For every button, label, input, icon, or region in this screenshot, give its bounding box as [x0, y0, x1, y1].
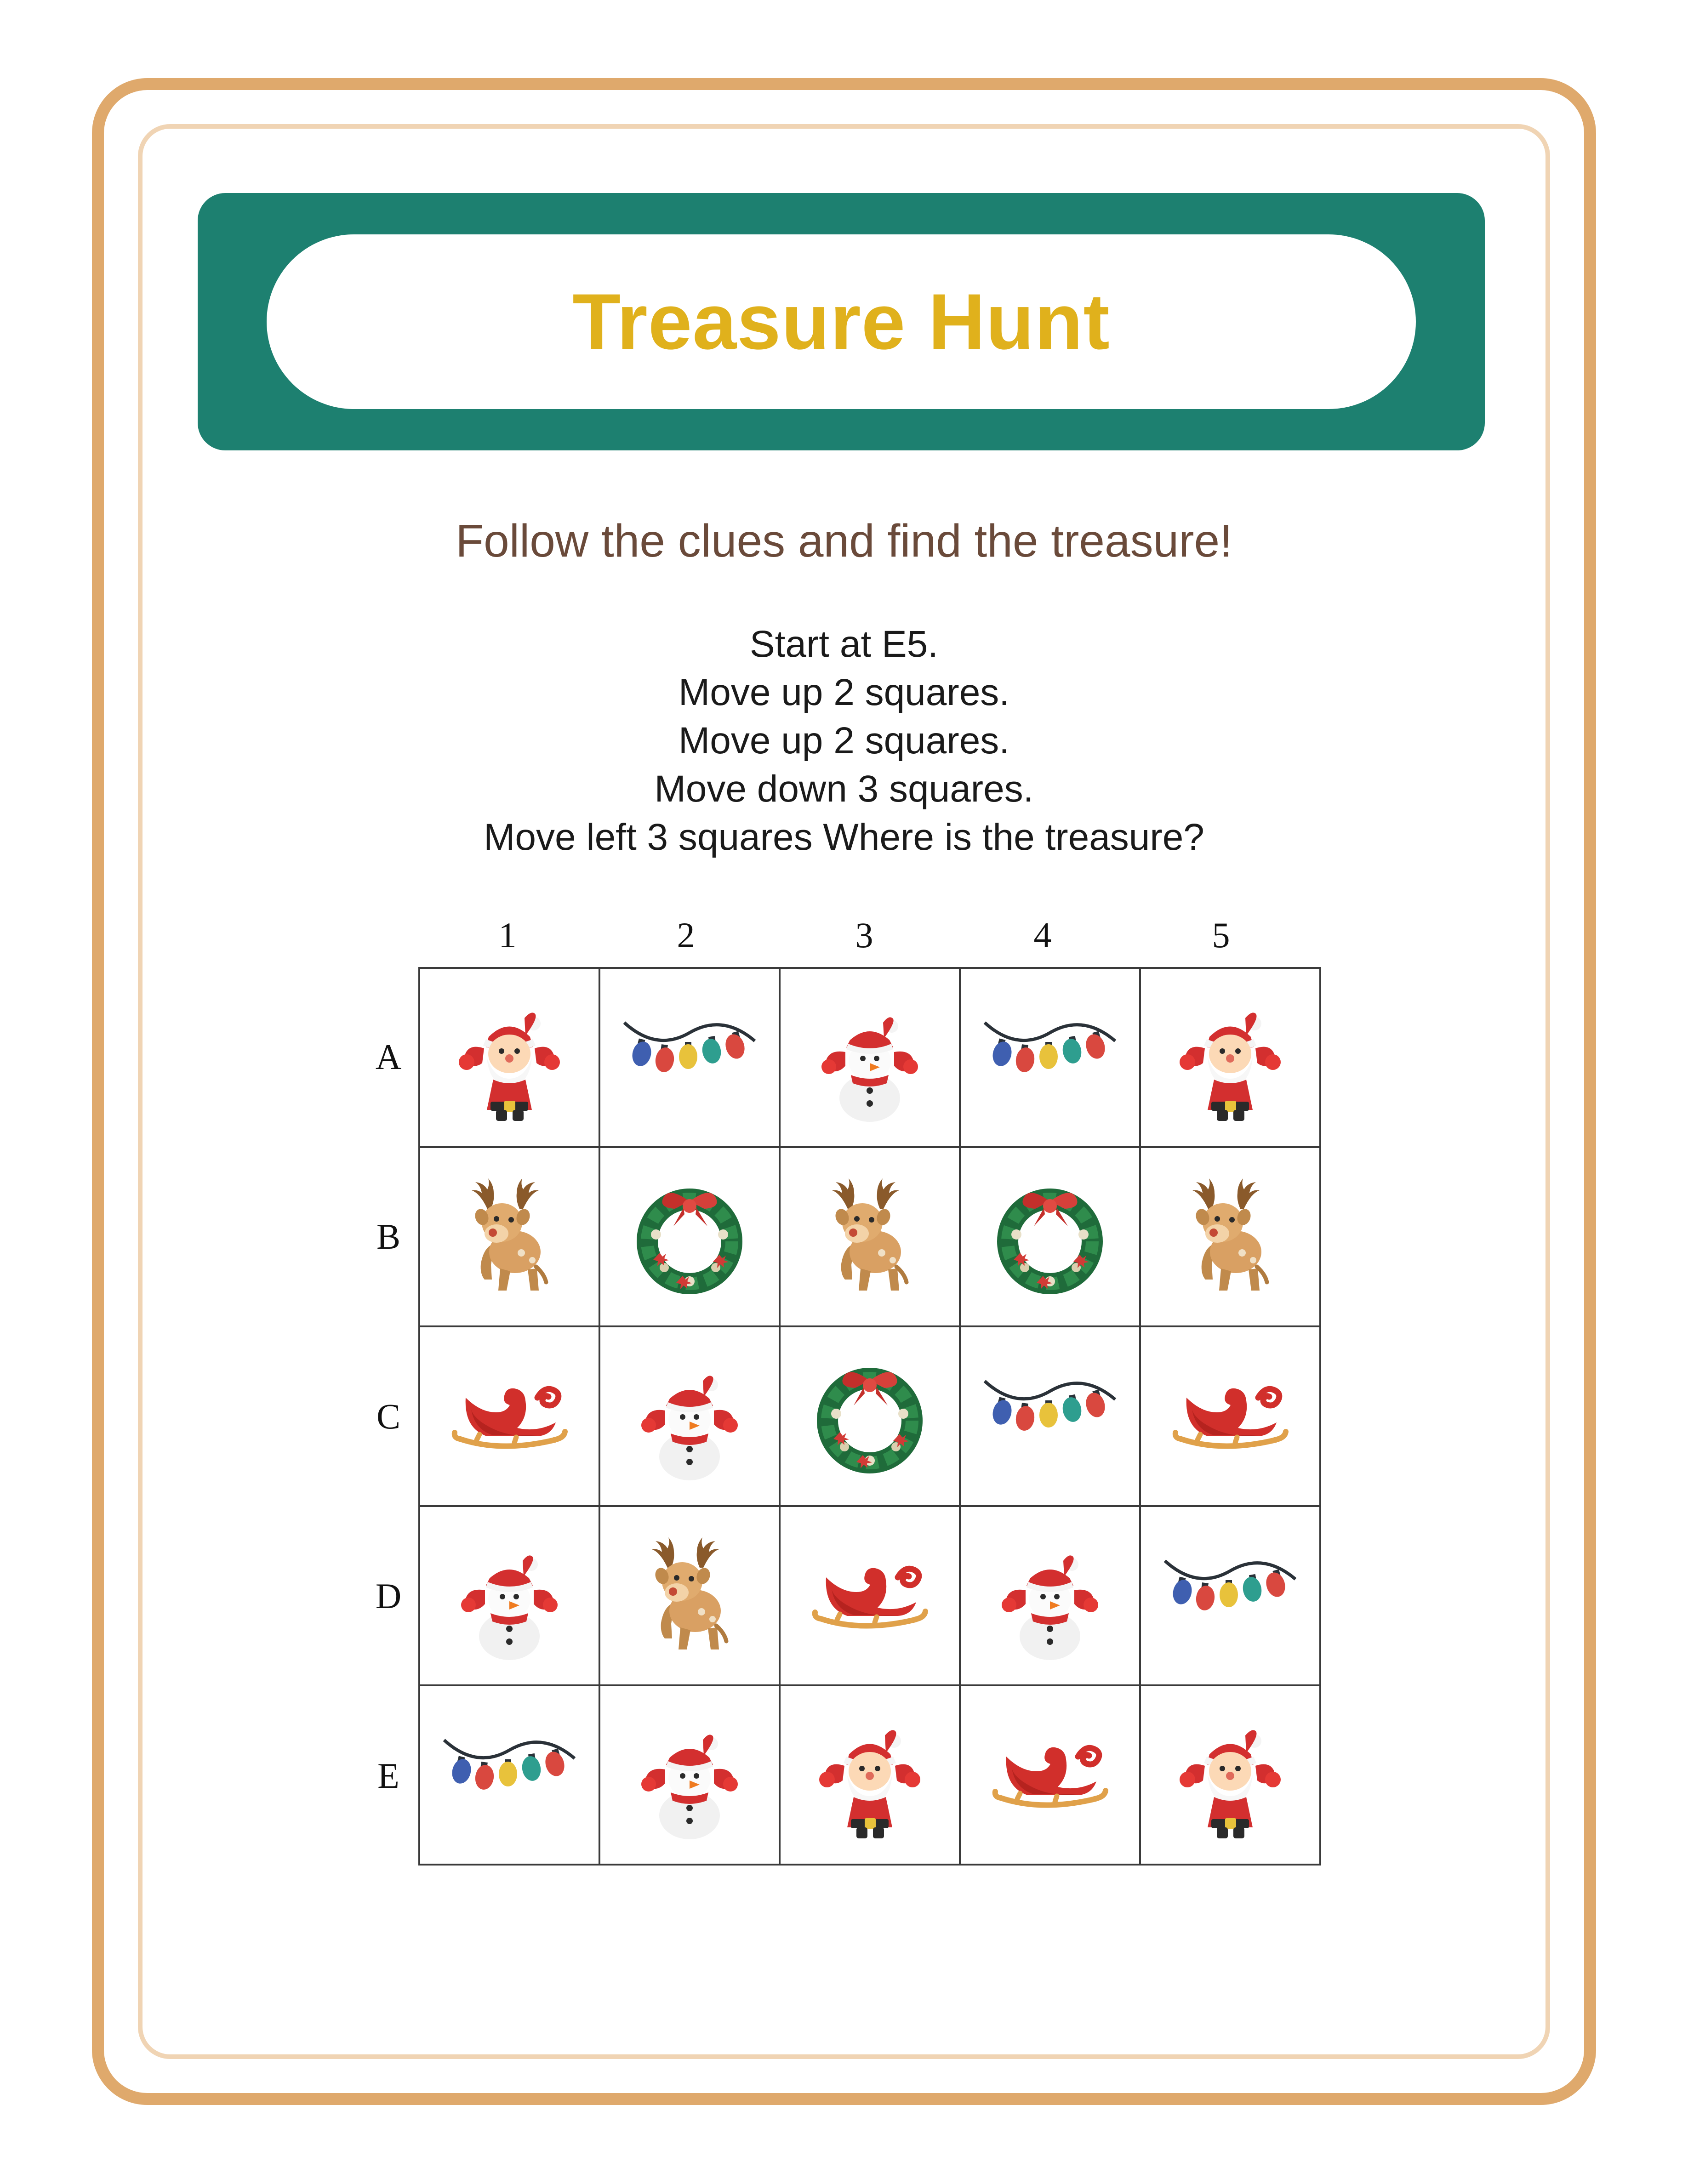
subtitle: Follow the clues and find the treasure!	[456, 515, 1232, 567]
grid-cell-D4[interactable]	[960, 1506, 1140, 1685]
reindeer-icon	[600, 1507, 779, 1684]
grid-cell-C2[interactable]	[599, 1326, 780, 1506]
lights-icon	[1141, 1507, 1319, 1684]
row-header: E	[377, 1755, 399, 1796]
table-row	[419, 1147, 1320, 1326]
grid-cell-D2[interactable]	[599, 1506, 780, 1685]
row-header: D	[375, 1575, 402, 1616]
column-header: 2	[677, 915, 695, 955]
row-header: A	[375, 1036, 402, 1077]
grid-cell-D1[interactable]	[419, 1506, 599, 1685]
reindeer-icon	[420, 1149, 599, 1325]
grid-cell-B4[interactable]	[960, 1147, 1140, 1326]
grid-cell-D5[interactable]	[1140, 1506, 1320, 1685]
grid-cell-E5[interactable]	[1140, 1685, 1320, 1865]
sleigh-icon	[420, 1328, 599, 1504]
column-header: 4	[1033, 915, 1052, 955]
table-row	[419, 1506, 1320, 1685]
column-header: 1	[498, 915, 517, 955]
reindeer-icon	[1141, 1149, 1319, 1325]
column-header: 5	[1212, 915, 1230, 955]
clue-item: Start at E5.	[749, 623, 939, 665]
grid-cell-A2[interactable]	[599, 968, 780, 1147]
snowman-icon	[420, 1507, 599, 1684]
clue-item: Move down 3 squares.	[654, 768, 1034, 810]
grid-cell-A1[interactable]	[419, 968, 599, 1147]
table-row	[419, 1326, 1320, 1506]
wreath-icon	[781, 1328, 959, 1504]
grid-cell-E3[interactable]	[780, 1685, 960, 1865]
column-header: 3	[855, 915, 873, 955]
grid-cell-C5[interactable]	[1140, 1326, 1320, 1506]
page-title: Treasure Hunt	[572, 278, 1110, 366]
grid-cell-E2[interactable]	[599, 1685, 780, 1865]
grid-cell-B5[interactable]	[1140, 1147, 1320, 1326]
title-banner	[198, 193, 1485, 450]
grid-table	[418, 967, 1321, 1866]
lights-icon	[961, 970, 1139, 1146]
grid-cell-E1[interactable]	[419, 1685, 599, 1865]
wreath-icon	[961, 1149, 1139, 1325]
grid-cell-B2[interactable]	[599, 1147, 780, 1326]
grid-cell-A3[interactable]	[780, 968, 960, 1147]
santa-icon	[420, 970, 599, 1146]
grid-cell-D3[interactable]	[780, 1506, 960, 1685]
treasure-grid	[359, 915, 1333, 1866]
grid-row-headers	[359, 967, 418, 1866]
grid-cell-C1[interactable]	[419, 1326, 599, 1506]
reindeer-icon	[781, 1149, 959, 1325]
row-header: C	[376, 1396, 401, 1436]
grid-cell-A5[interactable]	[1140, 968, 1320, 1147]
grid-cell-B3[interactable]	[780, 1147, 960, 1326]
snowman-icon	[600, 1687, 779, 1863]
sleigh-icon	[961, 1687, 1139, 1863]
snowman-icon	[600, 1328, 779, 1504]
snowman-icon	[961, 1507, 1139, 1684]
lights-icon	[420, 1687, 599, 1863]
clue-item: Move up 2 squares.	[678, 719, 1010, 762]
santa-icon	[1141, 1687, 1319, 1863]
row-header: B	[376, 1216, 401, 1257]
grid-cell-C3[interactable]	[780, 1326, 960, 1506]
clue-item: Move left 3 squares Where is the treasure?	[484, 816, 1204, 858]
sleigh-icon	[1141, 1328, 1319, 1504]
wreath-icon	[600, 1149, 779, 1325]
santa-icon	[781, 1687, 959, 1863]
sleigh-icon	[781, 1507, 959, 1684]
lights-icon	[961, 1328, 1139, 1504]
grid-cell-E4[interactable]	[960, 1685, 1140, 1865]
grid-column-headers	[418, 915, 1333, 956]
lights-icon	[600, 970, 779, 1146]
grid-cell-B1[interactable]	[419, 1147, 599, 1326]
santa-icon	[1141, 970, 1319, 1146]
grid-cell-C4[interactable]	[960, 1326, 1140, 1506]
grid-cell-A4[interactable]	[960, 968, 1140, 1147]
snowman-icon	[781, 970, 959, 1146]
table-row	[419, 1685, 1320, 1865]
clue-item: Move up 2 squares.	[678, 671, 1010, 713]
clue-list	[0, 620, 1688, 862]
title-banner-inner	[267, 234, 1416, 409]
table-row	[419, 968, 1320, 1147]
